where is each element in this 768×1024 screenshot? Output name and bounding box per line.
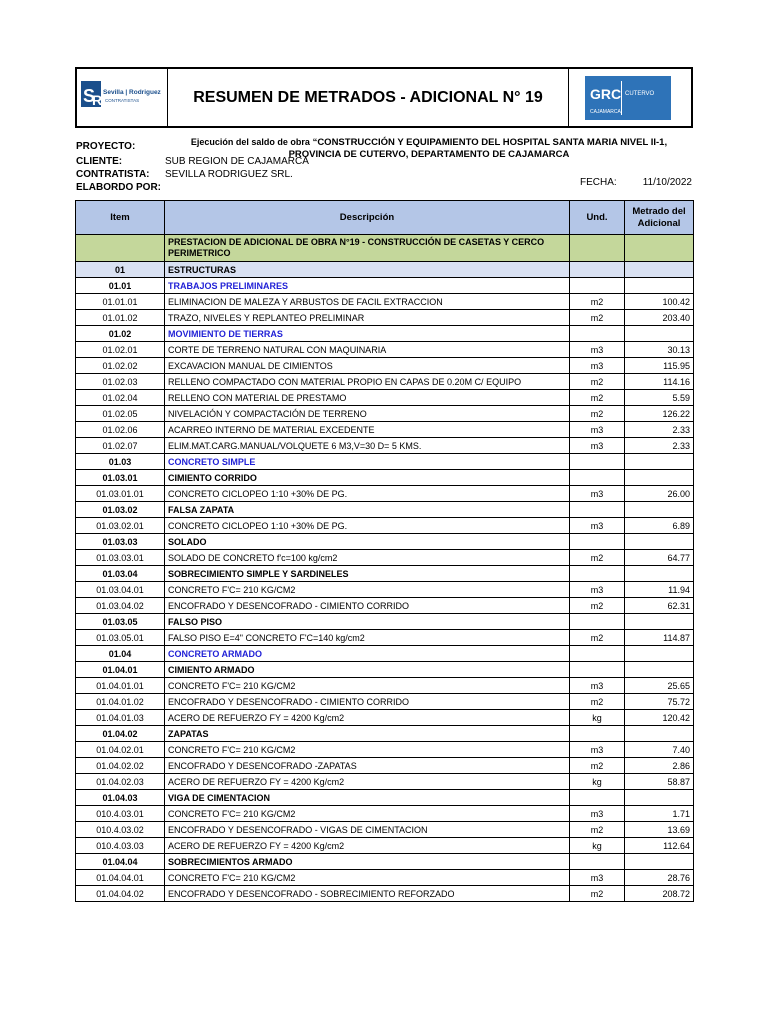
cell-und bbox=[570, 646, 625, 662]
document-header bbox=[75, 67, 693, 128]
cell-item: 01.03.02.01 bbox=[76, 518, 165, 534]
cell-desc: CONCRETO CICLOPEO 1:10 +30% DE PG. bbox=[165, 518, 570, 534]
table-row bbox=[76, 550, 694, 566]
cell-qty bbox=[625, 854, 694, 870]
table-row bbox=[76, 262, 694, 278]
cell-qty: 58.87 bbox=[625, 774, 694, 790]
cell-item: 01.02.02 bbox=[76, 358, 165, 374]
cell-qty bbox=[625, 566, 694, 582]
cell-qty bbox=[625, 278, 694, 294]
cell-und: m2 bbox=[570, 294, 625, 310]
cell-qty bbox=[625, 470, 694, 486]
cell-und bbox=[570, 726, 625, 742]
cell-item: 010.4.03.01 bbox=[76, 806, 165, 822]
cell-und: m2 bbox=[570, 310, 625, 326]
cell-item: 01.03.04 bbox=[76, 566, 165, 582]
table-row bbox=[76, 822, 694, 838]
cell-und bbox=[570, 502, 625, 518]
cell-und bbox=[570, 854, 625, 870]
cell-desc: ENCOFRADO Y DESENCOFRADO - VIGAS DE CIMENTACION bbox=[165, 822, 570, 838]
page-title: RESUMEN DE METRADOS - ADICIONAL N° 19 bbox=[193, 88, 543, 106]
table-row bbox=[76, 438, 694, 454]
cell-qty: 114.87 bbox=[625, 630, 694, 646]
svg-text:CONTRATISTAS: CONTRATISTAS bbox=[105, 98, 140, 103]
table-row bbox=[76, 374, 694, 390]
cell-desc: ACERO DE REFUERZO FY = 4200 Kg/cm2 bbox=[165, 710, 570, 726]
cell-und: kg bbox=[570, 774, 625, 790]
cell-desc: CONCRETO F'C= 210 KG/CM2 bbox=[165, 678, 570, 694]
cell-qty: 115.95 bbox=[625, 358, 694, 374]
contratista-label: CONTRATISTA: bbox=[76, 169, 150, 180]
project-prefix: Ejecución del saldo de obra bbox=[190, 137, 310, 147]
table-row bbox=[76, 582, 694, 598]
project-line-2: PROVINCIA DE CUTERVO, DEPARTAMENTO DE CAJAMARCA bbox=[288, 149, 570, 160]
cell-und bbox=[570, 235, 625, 262]
table-row bbox=[76, 342, 694, 358]
region-logo bbox=[568, 69, 691, 126]
cell-item: 01.04.02.03 bbox=[76, 774, 165, 790]
cell-qty: 2.86 bbox=[625, 758, 694, 774]
table-row bbox=[76, 358, 694, 374]
cell-desc: MOVIMIENTO DE TIERRAS bbox=[165, 326, 570, 342]
cell-und: m3 bbox=[570, 438, 625, 454]
cell-qty bbox=[625, 726, 694, 742]
cell-und: m3 bbox=[570, 518, 625, 534]
table-row bbox=[76, 454, 694, 470]
cell-und: m3 bbox=[570, 806, 625, 822]
cell-desc: CONCRETO ARMADO bbox=[165, 646, 570, 662]
cell-und: m3 bbox=[570, 742, 625, 758]
contratista-value: SEVILLA RODRIGUEZ SRL. bbox=[165, 169, 293, 180]
table-row bbox=[76, 726, 694, 742]
cell-item: 01.03.03 bbox=[76, 534, 165, 550]
cell-qty bbox=[625, 534, 694, 550]
cell-desc: VIGA DE CIMENTACION bbox=[165, 790, 570, 806]
cell-und: m2 bbox=[570, 630, 625, 646]
cell-desc: CONCRETO F'C= 210 KG/CM2 bbox=[165, 582, 570, 598]
table-row bbox=[76, 678, 694, 694]
table-row bbox=[76, 486, 694, 502]
svg-text:S: S bbox=[83, 86, 96, 106]
proyecto-label: PROYECTO: bbox=[76, 141, 136, 152]
cell-desc: CONCRETO F'C= 210 KG/CM2 bbox=[165, 870, 570, 886]
cell-item: 01.03.03.01 bbox=[76, 550, 165, 566]
table-row bbox=[76, 598, 694, 614]
cell-qty: 75.72 bbox=[625, 694, 694, 710]
cell-und bbox=[570, 566, 625, 582]
cell-desc: SOLADO DE CONCRETO f'c=100 kg/cm2 bbox=[165, 550, 570, 566]
cell-und: m3 bbox=[570, 678, 625, 694]
table-row bbox=[76, 774, 694, 790]
cell-und: m2 bbox=[570, 822, 625, 838]
svg-text:GRC: GRC bbox=[590, 86, 622, 102]
cell-qty: 26.00 bbox=[625, 486, 694, 502]
cell-qty: 11.94 bbox=[625, 582, 694, 598]
table-row bbox=[76, 406, 694, 422]
cell-qty: 114.16 bbox=[625, 374, 694, 390]
cell-item: 01.02 bbox=[76, 326, 165, 342]
cell-und bbox=[570, 470, 625, 486]
cell-desc: CONCRETO F'C= 210 KG/CM2 bbox=[165, 806, 570, 822]
table-row bbox=[76, 790, 694, 806]
cell-qty: 13.69 bbox=[625, 822, 694, 838]
cell-desc: ESTRUCTURAS bbox=[165, 262, 570, 278]
table-row bbox=[76, 566, 694, 582]
cell-qty bbox=[625, 262, 694, 278]
cell-desc: ACERO DE REFUERZO FY = 4200 Kg/cm2 bbox=[165, 774, 570, 790]
cell-und: kg bbox=[570, 710, 625, 726]
cell-qty: 64.77 bbox=[625, 550, 694, 566]
cell-und: m3 bbox=[570, 358, 625, 374]
cell-desc: EXCAVACION MANUAL DE CIMIENTOS bbox=[165, 358, 570, 374]
cell-qty: 5.59 bbox=[625, 390, 694, 406]
fecha-label: FECHA: bbox=[580, 177, 617, 188]
cell-desc: RELLENO COMPACTADO CON MATERIAL PROPIO EN CAPAS DE 0.20M C/ EQUIPO bbox=[165, 374, 570, 390]
cell-und: m3 bbox=[570, 342, 625, 358]
cell-item: 01.02.06 bbox=[76, 422, 165, 438]
cell-und: m2 bbox=[570, 390, 625, 406]
table-row bbox=[76, 710, 694, 726]
cell-und: m3 bbox=[570, 870, 625, 886]
cell-desc: ACARREO INTERNO DE MATERIAL EXCEDENTE bbox=[165, 422, 570, 438]
cell-item: 01.04.04.01 bbox=[76, 870, 165, 886]
cell-item: 01.04.02 bbox=[76, 726, 165, 742]
cell-desc: ENCOFRADO Y DESENCOFRADO - CIMIENTO CORRIDO bbox=[165, 598, 570, 614]
table-row bbox=[76, 534, 694, 550]
cell-item: 010.4.03.02 bbox=[76, 822, 165, 838]
document-sheet bbox=[75, 67, 693, 902]
cell-item: 01.01.02 bbox=[76, 310, 165, 326]
cell-qty: 208.72 bbox=[625, 886, 694, 902]
cell-item: 01.04.03 bbox=[76, 790, 165, 806]
table-row bbox=[76, 422, 694, 438]
cell-desc: ENCOFRADO Y DESENCOFRADO - CIMIENTO CORRIDO bbox=[165, 694, 570, 710]
svg-text:CUTERVO: CUTERVO bbox=[625, 91, 655, 97]
col-und-header: Und. bbox=[570, 201, 625, 235]
table-row bbox=[76, 646, 694, 662]
cell-desc: ENCOFRADO Y DESENCOFRADO -ZAPATAS bbox=[165, 758, 570, 774]
table-row bbox=[76, 662, 694, 678]
cell-desc: CONCRETO SIMPLE bbox=[165, 454, 570, 470]
cell-und: m2 bbox=[570, 694, 625, 710]
table-row bbox=[76, 870, 694, 886]
cell-item: 01.01.01 bbox=[76, 294, 165, 310]
cell-und: m2 bbox=[570, 886, 625, 902]
cell-qty bbox=[625, 614, 694, 630]
cell-qty bbox=[625, 454, 694, 470]
cell-item: 01.04.01.03 bbox=[76, 710, 165, 726]
cell-item: 01.02.07 bbox=[76, 438, 165, 454]
cell-und: kg bbox=[570, 838, 625, 854]
cell-und: m3 bbox=[570, 486, 625, 502]
cell-und bbox=[570, 454, 625, 470]
table-row bbox=[76, 854, 694, 870]
cell-item: 01.03.02 bbox=[76, 502, 165, 518]
cell-qty bbox=[625, 662, 694, 678]
cell-desc: ACERO DE REFUERZO FY = 4200 Kg/cm2 bbox=[165, 838, 570, 854]
cliente-label: CLIENTE: bbox=[76, 156, 123, 167]
cell-desc: TRAZO, NIVELES Y REPLANTEO PRELIMINAR bbox=[165, 310, 570, 326]
table-row bbox=[76, 294, 694, 310]
cell-desc: CORTE DE TERRENO NATURAL CON MAQUINARIA bbox=[165, 342, 570, 358]
cell-und bbox=[570, 790, 625, 806]
cell-item: 01.04.01.01 bbox=[76, 678, 165, 694]
cell-desc: ELIM.MAT.CARG.MANUAL/VOLQUETE 6 M3,V=30 D= 5 KMS. bbox=[165, 438, 570, 454]
cell-item: 01.03.01.01 bbox=[76, 486, 165, 502]
cell-und: m3 bbox=[570, 582, 625, 598]
cell-qty bbox=[625, 502, 694, 518]
cell-item: 01.04.04 bbox=[76, 854, 165, 870]
table-row bbox=[76, 886, 694, 902]
cell-desc: SOLADO bbox=[165, 534, 570, 550]
cell-qty bbox=[625, 646, 694, 662]
cell-desc: NIVELACIÓN Y COMPACTACIÓN DE TERRENO bbox=[165, 406, 570, 422]
cell-qty: 112.64 bbox=[625, 838, 694, 854]
cell-item bbox=[76, 235, 165, 262]
table-row bbox=[76, 278, 694, 294]
cell-item: 01.02.04 bbox=[76, 390, 165, 406]
cell-item: 01.04 bbox=[76, 646, 165, 662]
cell-qty bbox=[625, 790, 694, 806]
cell-item: 01.03.04.01 bbox=[76, 582, 165, 598]
metrados-table bbox=[75, 200, 694, 902]
cell-qty: 25.65 bbox=[625, 678, 694, 694]
table-header-row bbox=[76, 201, 694, 235]
cell-desc: CONCRETO F'C= 210 KG/CM2 bbox=[165, 742, 570, 758]
cell-desc: SOBRECIMIENTOS ARMADO bbox=[165, 854, 570, 870]
cell-und: m2 bbox=[570, 406, 625, 422]
cell-qty: 203.40 bbox=[625, 310, 694, 326]
table-row bbox=[76, 502, 694, 518]
cell-und bbox=[570, 614, 625, 630]
cell-item: 01.04.04.02 bbox=[76, 886, 165, 902]
cliente-value: SUB REGION DE CAJAMARCA bbox=[165, 156, 309, 167]
fecha-value: 11/10/2022 bbox=[642, 177, 692, 188]
cell-desc: FALSO PISO bbox=[165, 614, 570, 630]
cell-und bbox=[570, 662, 625, 678]
cell-qty: 2.33 bbox=[625, 422, 694, 438]
cell-und: m2 bbox=[570, 374, 625, 390]
cell-desc: ELIMINACION DE MALEZA Y ARBUSTOS DE FACIL EXTRACCION bbox=[165, 294, 570, 310]
cell-qty bbox=[625, 326, 694, 342]
cell-item: 01.02.01 bbox=[76, 342, 165, 358]
cell-item: 01.04.02.01 bbox=[76, 742, 165, 758]
cell-item: 01.02.05 bbox=[76, 406, 165, 422]
table-row bbox=[76, 758, 694, 774]
table-row bbox=[76, 806, 694, 822]
cell-desc: ZAPATAS bbox=[165, 726, 570, 742]
cell-item: 01.03.05.01 bbox=[76, 630, 165, 646]
cell-item: 01.03 bbox=[76, 454, 165, 470]
cell-und: m2 bbox=[570, 598, 625, 614]
table-row bbox=[76, 742, 694, 758]
cell-item: 01.02.03 bbox=[76, 374, 165, 390]
cell-desc: FALSA ZAPATA bbox=[165, 502, 570, 518]
cell-qty: 6.89 bbox=[625, 518, 694, 534]
col-item-header: Item bbox=[76, 201, 165, 235]
cell-und bbox=[570, 534, 625, 550]
table-row bbox=[76, 838, 694, 854]
cell-qty: 2.33 bbox=[625, 438, 694, 454]
cell-desc: CIMIENTO ARMADO bbox=[165, 662, 570, 678]
svg-text:Sevilla | Rodriguez: Sevilla | Rodriguez bbox=[103, 89, 161, 96]
cell-qty: 62.31 bbox=[625, 598, 694, 614]
cell-qty bbox=[625, 235, 694, 262]
svg-text:R: R bbox=[92, 92, 103, 108]
cell-desc: PRESTACION DE ADICIONAL DE OBRA N°19 - CONSTRUCCIÓN DE CASETAS Y CERCO PERIMETRICO bbox=[165, 235, 570, 262]
table-row bbox=[76, 694, 694, 710]
cell-desc: SOBRECIMIENTO SIMPLE Y SARDINELES bbox=[165, 566, 570, 582]
cell-item: 01 bbox=[76, 262, 165, 278]
cell-qty: 120.42 bbox=[625, 710, 694, 726]
cell-item: 01.03.05 bbox=[76, 614, 165, 630]
contractor-logo bbox=[77, 69, 168, 126]
cell-und: m2 bbox=[570, 758, 625, 774]
svg-text:CAJAMARCA: CAJAMARCA bbox=[590, 109, 621, 115]
cell-item: 010.4.03.03 bbox=[76, 838, 165, 854]
table-row bbox=[76, 326, 694, 342]
cell-item: 01.03.01 bbox=[76, 470, 165, 486]
cell-desc: CIMIENTO CORRIDO bbox=[165, 470, 570, 486]
cell-qty: 7.40 bbox=[625, 742, 694, 758]
table-row bbox=[76, 630, 694, 646]
table-row bbox=[76, 614, 694, 630]
table-row bbox=[76, 518, 694, 534]
project-info bbox=[75, 128, 693, 200]
cell-desc: ENCOFRADO Y DESENCOFRADO - SOBRECIMIENTO REFORZADO bbox=[165, 886, 570, 902]
table-row bbox=[76, 390, 694, 406]
cell-und bbox=[570, 326, 625, 342]
cell-qty: 28.76 bbox=[625, 870, 694, 886]
cell-desc: CONCRETO CICLOPEO 1:10 +30% DE PG. bbox=[165, 486, 570, 502]
cell-und bbox=[570, 278, 625, 294]
cell-desc: TRABAJOS PRELIMINARES bbox=[165, 278, 570, 294]
table-row bbox=[76, 310, 694, 326]
cell-qty: 100.42 bbox=[625, 294, 694, 310]
cell-item: 01.04.01 bbox=[76, 662, 165, 678]
col-qty-header: Metrado del Adicional bbox=[625, 201, 694, 235]
cell-qty: 126.22 bbox=[625, 406, 694, 422]
elaborado-label: ELABORDO POR: bbox=[76, 182, 161, 193]
table-row bbox=[76, 235, 694, 262]
cell-item: 01.01 bbox=[76, 278, 165, 294]
cell-item: 01.04.01.02 bbox=[76, 694, 165, 710]
cell-qty: 30.13 bbox=[625, 342, 694, 358]
cell-desc: RELLENO CON MATERIAL DE PRESTAMO bbox=[165, 390, 570, 406]
cell-und: m2 bbox=[570, 550, 625, 566]
project-line-1: “CONSTRUCCIÓN Y EQUIPAMIENTO DEL HOSPITAL SANTA MARIA NIVEL II-1, bbox=[312, 137, 668, 148]
cell-qty: 1.71 bbox=[625, 806, 694, 822]
cell-und: m3 bbox=[570, 422, 625, 438]
table-row bbox=[76, 470, 694, 486]
cell-item: 01.04.02.02 bbox=[76, 758, 165, 774]
cell-desc: FALSO PISO E=4" CONCRETO F'C=140 kg/cm2 bbox=[165, 630, 570, 646]
cell-und bbox=[570, 262, 625, 278]
col-desc-header: Descripción bbox=[165, 201, 570, 235]
cell-item: 01.03.04.02 bbox=[76, 598, 165, 614]
